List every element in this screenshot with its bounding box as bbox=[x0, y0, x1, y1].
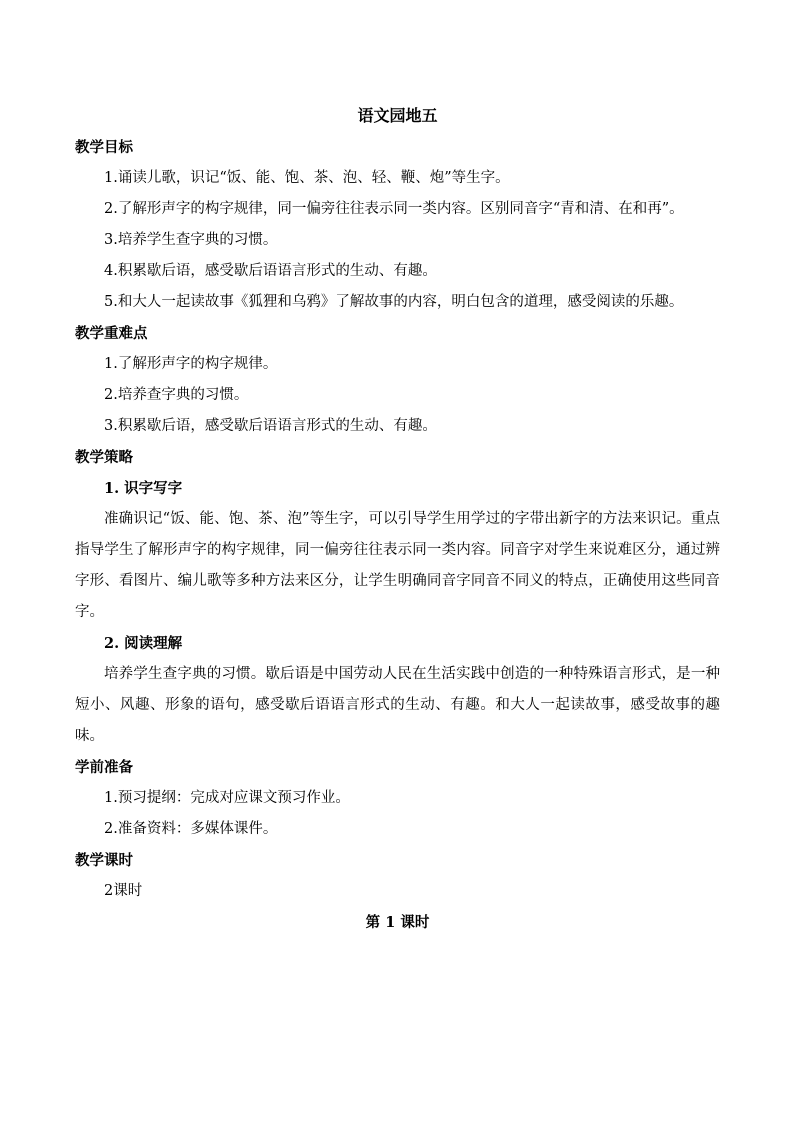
strategy-sub1-text: 准确识记“饭、能、饱、茶、泡”等生字，可以引导学生用学过的字带出新字的方法来识记。重点指导学生了解形声字的构字规律，同一偏旁往往表示同一类内容。同音字对学生来说难区分，通过辨字形、看图片、编儿歌等多种方法来区分，让学生明确同音字同音不同义的特点，正确使用这些同音字。 bbox=[75, 511, 720, 620]
goal-item-3: 3.培养学生查字典的习惯。 bbox=[104, 232, 278, 248]
strategy-sub2-title: 2. 阅读理解 bbox=[104, 635, 183, 652]
goal-item-4: 4.积累歇后语，感受歇后语语言形式的生动、有趣。 bbox=[104, 263, 437, 279]
document-page bbox=[75, 100, 720, 938]
keypoints-heading: 教学重难点 bbox=[75, 325, 148, 342]
keypoint-item-2: 2.培养查字典的习惯。 bbox=[104, 387, 249, 403]
strategy-heading: 教学策略 bbox=[75, 449, 133, 466]
prep-item-1: 1.预习提纲：完成对应课文预习作业。 bbox=[104, 790, 350, 806]
hours-heading: 教学课时 bbox=[75, 852, 133, 869]
prep-heading: 学前准备 bbox=[75, 759, 133, 776]
hours-value: 2课时 bbox=[104, 883, 143, 899]
strategy-sub1-title: 1. 识字写字 bbox=[104, 480, 183, 497]
strategy-sub2-text: 培养学生查字典的习惯。歇后语是中国劳动人民在生活实践中创造的一种特殊语言形式，是一种短小、风趣、形象的语句，感受歇后语语言形式的生动、有趣。和大人一起读故事，感受故事的趣味。 bbox=[75, 666, 720, 744]
goal-item-2: 2.了解形声字的构字规律，同一偏旁往往表示同一类内容。区别同音字“青和清、在和再”。 bbox=[104, 201, 684, 217]
lesson-label: 第 1 课时 bbox=[365, 914, 430, 931]
page-title: 语文园地五 bbox=[357, 106, 438, 125]
goals-heading: 教学目标 bbox=[75, 139, 133, 156]
goal-item-1: 1.诵读儿歌，识记“饭、能、饱、茶、泡、轻、鞭、炮”等生字。 bbox=[104, 170, 510, 186]
keypoint-item-3: 3.积累歇后语，感受歇后语语言形式的生动、有趣。 bbox=[104, 418, 437, 434]
keypoint-item-1: 1.了解形声字的构字规律。 bbox=[104, 356, 278, 372]
goal-item-5: 5.和大人一起读故事《狐狸和乌鸦》了解故事的内容，明白包含的道理，感受阅读的乐趣。 bbox=[104, 294, 684, 310]
prep-item-2: 2.准备资料：多媒体课件。 bbox=[104, 821, 278, 837]
